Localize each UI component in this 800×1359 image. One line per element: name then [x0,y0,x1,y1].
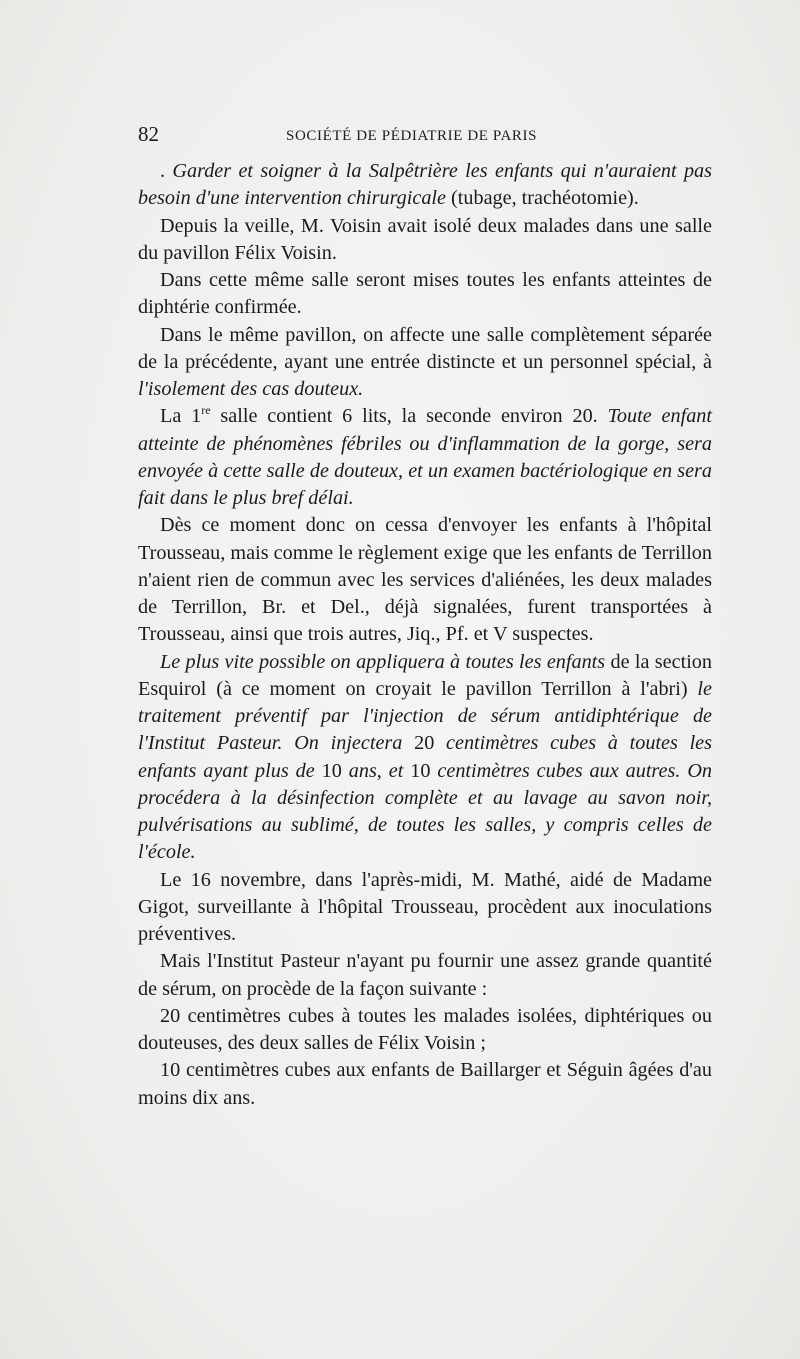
paragraph-3: Dans cette même salle seront mises toutes les enfants atteintes de diphtérie confirmée. [138,269,712,319]
paragraph-5-text-b: salle contient 6 lits, la seconde environ 20. [210,405,608,428]
paragraph-1 [138,158,712,213]
paragraph-5-text-a: La 1 [160,405,202,428]
paragraph-7-italic-2: le traitement préventif par l'injection de sérum antidiphtérique de l'Institut Pasteur. On injectera [138,677,712,755]
running-title: SOCIÉTÉ DE PÉDIATRIE DE PARIS [286,128,538,144]
paragraph-1-tail: (tubage, trachéotomie). [446,187,639,210]
paragraph-11: 10 centimètres cubes aux enfants de Baillarger et Séguin âgées d'au moins dix ans. [138,1059,712,1109]
paragraph-5-italic: Toute enfant atteinte de phénomènes fébriles ou d'inflammation de la gorge, sera envoyée à cette salle de douteux, et un examen bactériologique en sera fait dans le plus bref délai. [138,405,713,509]
paragraph-4 [138,322,712,404]
paragraph-7-text-2: 20 [402,732,447,755]
paragraph-1-lead: . [160,160,173,182]
paragraph-7 [138,649,712,867]
paragraph-6: Dès ce moment donc on cessa d'envoyer les enfants à l'hôpital Trousseau, mais comme le règlement exige que les enfants de Terrillon n'aient rien de commun avec les services d'aliénées, les deux malades de Terrillon, Br. et Del., déjà signalées, furent transportées à Trousseau, ainsi que trois autres, Jiq., Pf. et V suspectes. [138,514,712,646]
paragraph-7-italic-1: Le plus vite possible on appliquera à toutes les enfants [160,650,606,673]
page-header [138,122,712,152]
paragraph-7-text-1: de la section Esquirol (à ce moment on croyait le pavillon Terrillon à l'abri) [138,650,712,700]
paragraph-7-italic-3: centimètres cubes à toutes les enfants ayant plus de [138,732,712,782]
paragraph-1-italic: Garder et soigner à la Salpêtrière les enfants qui n'auraient pas besoin d'une intervention chirurgicale [138,160,713,210]
paragraph-8: Le 16 novembre, dans l'après-midi, M. Mathé, aidé de Madame Gigot, surveillante à l'hôpital Trousseau, procèdent aux inoculations préventives. [138,868,712,945]
paragraph-7-text-4: 10 [403,759,438,782]
paragraph-7-text-3: 10 [314,759,349,782]
body-text [138,158,712,1112]
ordinal-superscript: re [201,403,211,418]
paragraph-2: Depuis la veille, M. Voisin avait isolé deux malades dans une salle du pavillon Félix Voisin. [138,214,712,264]
paragraph-7-italic-4: ans, et [348,759,404,782]
paragraph-4-text: Dans le même pavillon, on affecte une salle complètement séparée de la précédente, ayant une entrée distincte et un personnel spécial, à [138,323,712,373]
page-number: 82 [138,122,159,146]
paragraph-10: 20 centimètres cubes à toutes les malades isolées, diphtériques ou douteuses, des deux salles de Félix Voisin ; [138,1004,712,1054]
paragraph-5 [138,403,712,512]
paragraph-7-italic-5: centimètres cubes aux autres. On procédera à la désinfection complète et au lavage au savon noir, pulvérisations au sublimé, de toutes les salles, y compris celles de l'école. [138,759,713,864]
paragraph-9: Mais l'Institut Pasteur n'ayant pu fournir une assez grande quantité de sérum, on procède de la façon suivante : [138,950,712,1000]
paragraph-4-italic: l'isolement des cas douteux. [138,378,364,400]
